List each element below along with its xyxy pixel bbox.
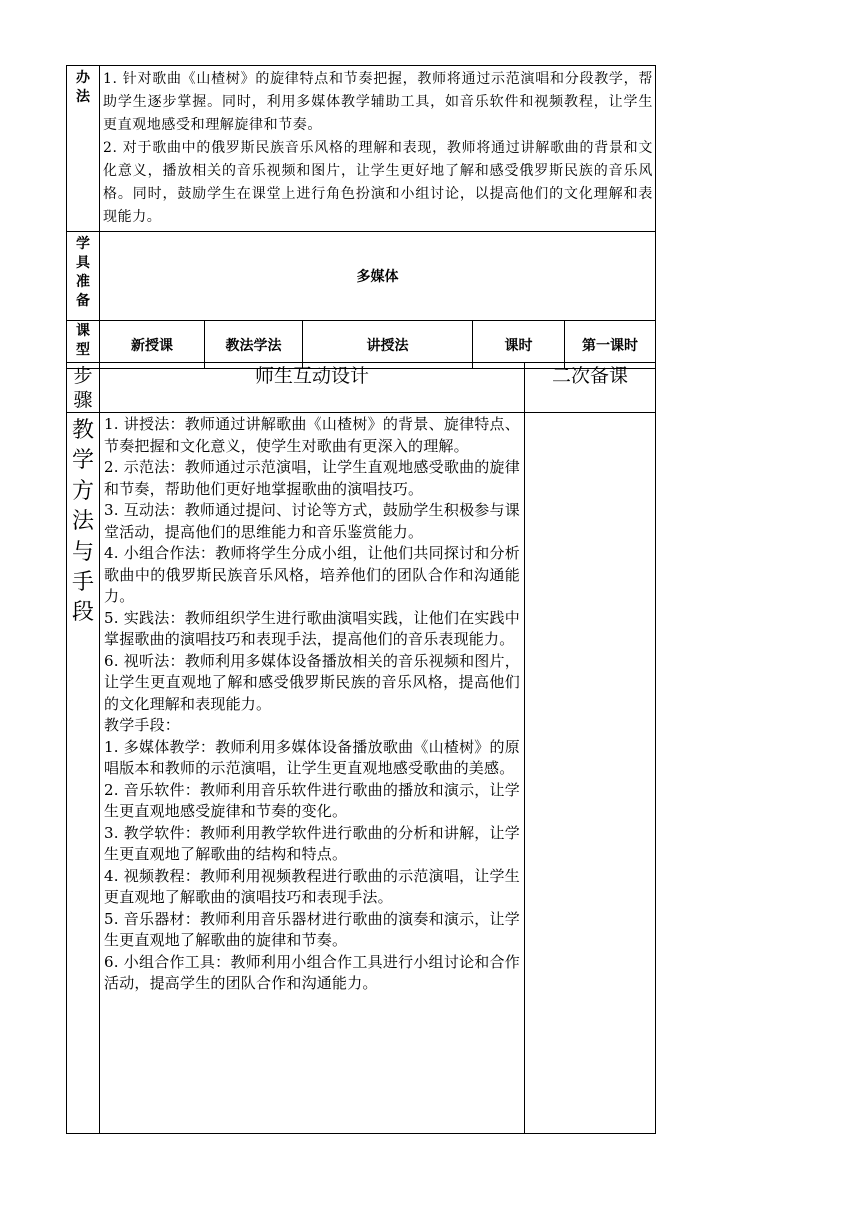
period-label: 课时 [473, 321, 565, 369]
content-paragraph: 5. 音乐器材：教师利用音乐器材进行歌曲的演奏和演示，让学生更直观地了解歌曲的旋律和节奏。 [104, 909, 520, 949]
content-paragraph: 6. 视听法：教师利用多媒体设备播放相关的音乐视频和图片，让学生更直观地了解和感受俄罗斯民族的音乐风格，提高他们的文化理解和表现能力。 [104, 651, 520, 713]
content-paragraph: 1. 多媒体教学：教师利用多媒体设备播放歌曲《山楂树》的原唱版本和教师的示范演唱，让学生更直观地感受歌曲的美感。 [104, 737, 520, 777]
teaching-method-value: 讲授法 [303, 321, 473, 369]
period-value: 第一课时 [565, 321, 656, 369]
step-label: 步 骤 [67, 363, 100, 413]
method-paragraph: 2. 对于歌曲中的俄罗斯民族音乐风格的理解和表现，教师将通过讲解歌曲的背景和文化意义，播放相关的音乐视频和图片，让学生更好地了解和感受俄罗斯民族的音乐风格。同时，鼓励学生在课堂上进行角色扮演和小组讨论，以提高他们的文化理解和表现能力。 [103, 140, 653, 225]
type-label: 课 型 [67, 321, 100, 369]
teaching-method-label: 教法学法 [205, 321, 303, 369]
teaching-methods-label: 教 学 方 法 与 手 段 [67, 413, 100, 1134]
content-paragraph: 2. 音乐软件：教师利用音乐软件进行歌曲的播放和演示，让学生更直观地感受旋律和节奏的变化。 [104, 780, 520, 820]
content-paragraph: 4. 视频教程：教师利用视频教程进行歌曲的示范演唱，让学生更直观地了解歌曲的演唱技巧和表现手法。 [104, 866, 520, 906]
second-prep-content [525, 413, 656, 1134]
content-paragraph: 3. 教学软件：教师利用教学软件进行歌曲的分析和讲解，让学生更直观地了解歌曲的结构和特点。 [104, 823, 520, 863]
content-paragraph: 5. 实践法：教师组织学生进行歌曲演唱实践，让他们在实践中掌握歌曲的演唱技巧和表现手法，提高他们的音乐表现能力。 [104, 608, 520, 648]
content-paragraph: 6. 小组合作工具：教师利用小组合作工具进行小组讨论和合作活动，提高学生的团队合作和沟通能力。 [104, 952, 520, 992]
method-content [100, 66, 656, 232]
lesson-info-table [66, 65, 656, 369]
section-heading: 教学手段： [104, 716, 181, 734]
design-header: 师生互动设计 [100, 363, 525, 413]
method-paragraph: 1. 针对歌曲《山楂树》的旋律特点和节奏把握，教师将通过示范演唱和分段教学，帮助学生逐步掌握。同时，利用多媒体教学辅助工具，如音乐软件和视频教程，让学生更直观地感受和理解旋律和节奏。 [103, 71, 653, 133]
content-paragraph: 1. 讲授法：教师通过讲解歌曲《山楂树》的背景、旋律特点、节奏把握和文化意义，使学生对歌曲有更深入的理解。 [104, 415, 520, 455]
interaction-design-table [66, 362, 656, 1134]
prep-value: 多媒体 [100, 232, 656, 321]
second-prep-header: 二次备课 [525, 363, 656, 413]
prep-label: 学 具 准 备 [67, 232, 100, 321]
method-label: 办 法 [67, 66, 100, 232]
content-paragraph: 2. 示范法：教师通过示范演唱，让学生直观地感受歌曲的旋律和节奏，帮助他们更好地掌握歌曲的演唱技巧。 [104, 458, 520, 498]
content-paragraph: 4. 小组合作法：教师将学生分成小组，让他们共同探讨和分析歌曲中的俄罗斯民族音乐风格，培养他们的团队合作和沟通能力。 [104, 544, 520, 605]
content-paragraph: 3. 互动法：教师通过提问、讨论等方式，鼓励学生积极参与课堂活动，提高他们的思维能力和音乐鉴赏能力。 [104, 501, 520, 541]
methods-content [100, 413, 525, 1134]
lesson-type-value: 新授课 [100, 321, 205, 369]
